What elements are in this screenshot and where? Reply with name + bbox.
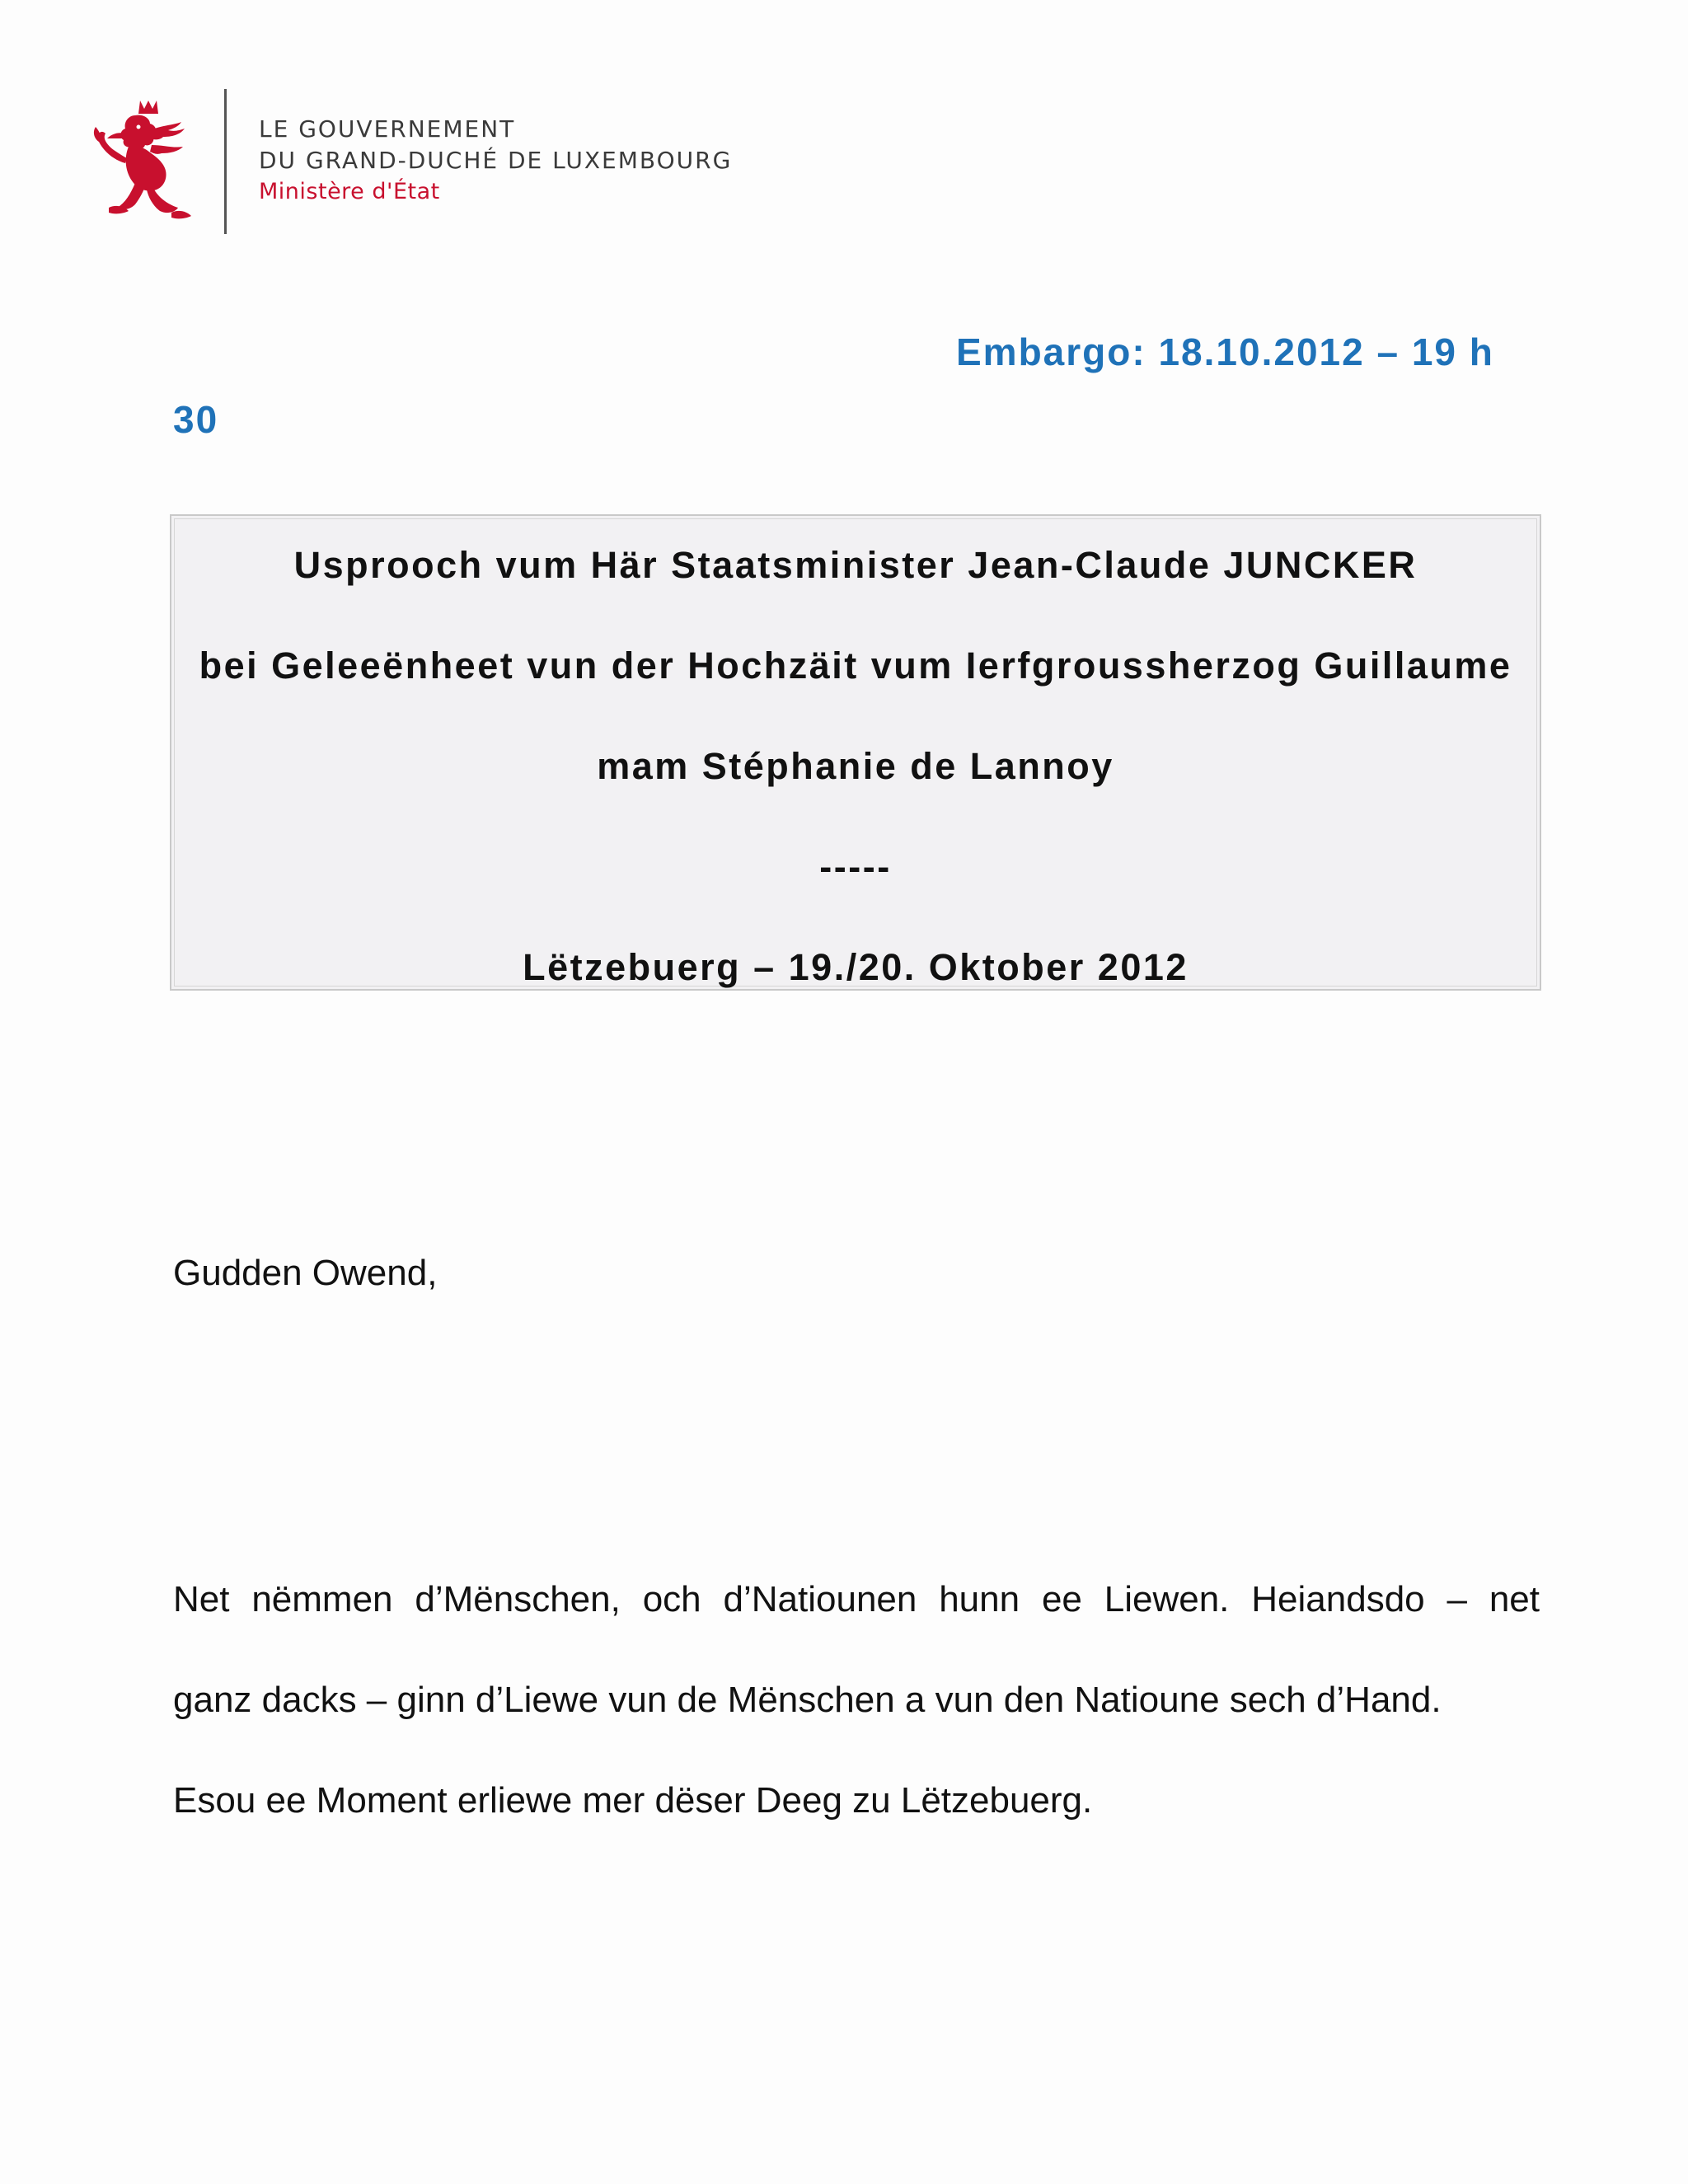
red-lion-icon	[92, 97, 201, 221]
greeting: Gudden Owend,	[173, 1253, 438, 1293]
government-heading	[259, 114, 732, 208]
header-divider	[224, 89, 227, 234]
title-separator: -----	[819, 846, 892, 888]
embargo-line-wrap: 30	[173, 398, 219, 441]
paragraph-line: ganz dacks – ginn d’Liewe vun de Mënschen a vun den Natioune sech d’Hand.	[173, 1680, 1442, 1720]
government-line-1: LE GOUVERNEMENT	[259, 115, 516, 143]
government-line-2: DU GRAND-DUCHÉ DE LUXEMBOURG	[259, 147, 733, 174]
body-paragraph	[173, 1549, 1540, 1851]
ministry-name: Ministère d'État	[259, 179, 440, 204]
paragraph-line: Esou ee Moment erliewe mer dëser Deeg zu Lëtzebuerg.	[173, 1780, 1093, 1821]
embargo-line: Embargo: 18.10.2012 – 19 h	[956, 330, 1494, 373]
speech-occasion-continued: mam Stéphanie de Lannoy	[597, 745, 1114, 787]
paragraph-line: Net nëmmen d’Mënschen, och d’Natiounen hunn ee Liewen. Heiandsdo – net	[173, 1579, 1540, 1619]
speech-place-date: Lëtzebuerg – 19./20. Oktober 2012	[523, 946, 1189, 988]
speech-title: Usprooch vum Här Staatsminister Jean-Claude JUNCKER	[293, 544, 1418, 586]
speech-title-box	[170, 514, 1541, 991]
speech-occasion: bei Geleeënheet vun der Hochzäit vum Ierfgroussherzog Guillaume	[199, 644, 1512, 687]
